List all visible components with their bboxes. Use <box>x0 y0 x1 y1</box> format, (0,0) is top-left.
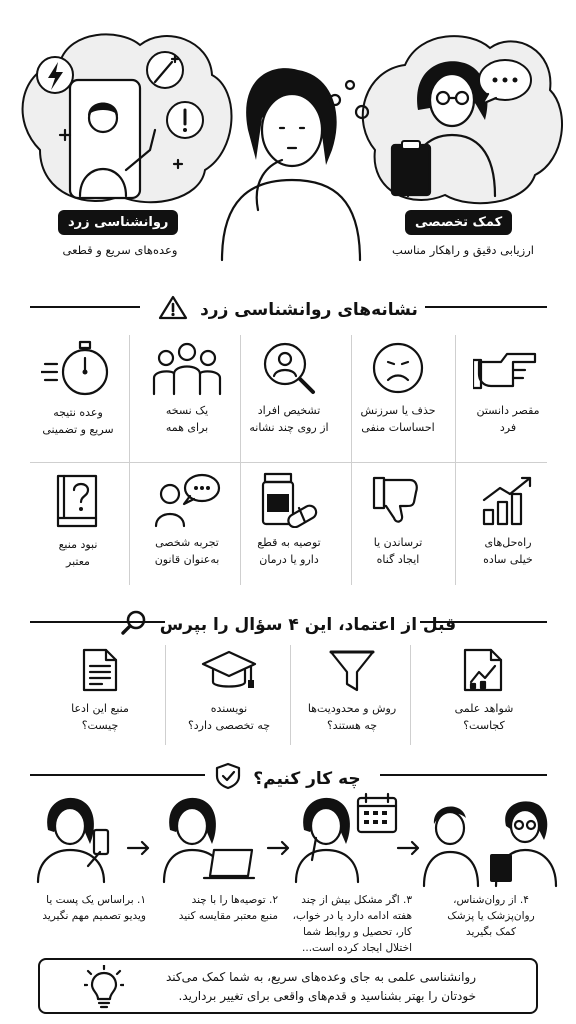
exclamation-icon <box>167 102 203 138</box>
pointing-hand-icon <box>473 340 543 396</box>
sign-label: تجربه شخصی به‌عنوان قانون <box>154 536 220 566</box>
sign-fear-guilt <box>342 472 454 568</box>
woman-with-phone <box>38 798 108 882</box>
sign-label: مقصر دانستن فرد <box>476 404 540 434</box>
sad-face-icon <box>368 340 428 396</box>
sign-label: ترساندن یا ایجاد گناه <box>373 536 423 566</box>
warning-icon <box>158 294 188 320</box>
sign-diagnosing-people <box>233 340 345 436</box>
arrow-icon <box>398 842 418 854</box>
sign-label: توصیه به قطع دارو یا درمان <box>257 536 321 566</box>
yellow-psychology-subtitle: وعده‌های سریع و قطعی <box>62 243 178 257</box>
signs-title: نشانه‌های روانشناسی زرد <box>200 300 418 320</box>
sign-label: راه‌حل‌های خیلی ساده <box>483 536 533 566</box>
action-step-4: ۴. از روان‌شناس، روان‌پزشک یا پزشک کمک بگیرید <box>447 894 535 938</box>
bottom-summary-text: روانشناسی علمی به جای وعده‌های سریع، به شما کمک می‌کند خودتان را بهتر بشناسید و قدم‌های واقعی برای تغییر بردارید. <box>165 970 476 1003</box>
question-methods <box>294 646 410 734</box>
questions-col-divider <box>290 645 291 745</box>
phone-frame <box>70 80 140 198</box>
bar-chart-icon <box>478 472 538 528</box>
stopwatch-icon <box>41 340 115 398</box>
funnel-icon <box>327 646 377 694</box>
question-label: نویسنده چه تخصصی دارد؟ <box>187 702 271 732</box>
actions-title: چه کار کنیم؟ <box>253 769 361 789</box>
signs-row-divider <box>30 462 547 463</box>
phone-icon <box>94 830 108 854</box>
document-icon <box>78 646 122 694</box>
thinking-woman <box>222 68 368 260</box>
magnifier-person-icon <box>259 340 319 396</box>
thumbs-down-icon <box>370 472 426 528</box>
patient-and-doctor <box>424 801 556 886</box>
question-author <box>170 646 288 734</box>
sign-label: نبود منبع معتبر <box>58 538 98 568</box>
sign-stop-medication <box>233 472 345 568</box>
sign-label: وعده نتیجه سریع و تضمینی <box>42 406 114 436</box>
questions-col-divider <box>165 645 166 745</box>
question-label: منبع این ادعا چیست؟ <box>71 702 129 732</box>
clipboard-icon <box>392 145 430 195</box>
sign-label: تشخیص افراد از روی چند نشانه <box>249 404 329 434</box>
lightning-icon <box>37 57 73 93</box>
tablet-icon <box>490 854 512 882</box>
action-step-3: ۳. اگر مشکل بیش از چند هفته ادامه دارد یا در خواب، کار، تحصیل و روابط شما اختلال ایجاد کرده است... <box>292 894 412 954</box>
arrow-icon <box>268 842 288 854</box>
sign-simple-solutions <box>452 472 564 568</box>
person-speaking-icon <box>152 472 222 528</box>
calendar-icon <box>358 794 396 832</box>
questions-title-wrap <box>0 609 576 635</box>
sign-one-size-fits-all <box>131 340 243 436</box>
yellow-psychology-tag: روانشناسی زرد <box>58 210 178 235</box>
lightbulb-icon <box>84 965 124 1009</box>
sign-label: حذف یا سرزنش احساسات منفی <box>360 404 436 434</box>
question-book-icon <box>50 472 106 530</box>
question-label: شواهد علمی کجاست؟ <box>454 702 514 732</box>
woman-with-laptop <box>164 798 254 882</box>
arrow-icon <box>128 842 148 854</box>
sign-fast-guaranteed <box>22 340 134 438</box>
pill-bottle-icon <box>257 472 321 528</box>
question-evidence <box>424 646 544 734</box>
sign-denying-emotions <box>342 340 454 436</box>
sign-label: یک نسخه برای همه <box>165 404 209 434</box>
group-icon <box>150 340 224 396</box>
professional-help-tag: کمک تخصصی <box>405 210 512 235</box>
laptop-icon <box>210 850 252 876</box>
question-label: روش و محدودیت‌ها چه هستند؟ <box>307 702 397 732</box>
sign-blaming-person <box>452 340 564 436</box>
magic-wand-icon <box>147 52 183 88</box>
search-icon <box>120 609 148 635</box>
questions-title: قبل از اعتماد، این ۴ سؤال را بپرس <box>159 615 457 635</box>
worried-woman <box>296 798 358 882</box>
action-step-2: ۲. توصیه‌ها را با چند منبع معتبر مقایسه کنید <box>178 894 278 922</box>
questions-col-divider <box>410 645 411 745</box>
actions-illustration <box>0 790 576 890</box>
action-step-1: ۱. براساس یک پست یا ویدیو تصمیم مهم نگیرید <box>42 894 146 922</box>
professional-help-subtitle: ارزیابی دقیق و راهکار مناسب <box>392 243 534 257</box>
shield-check-icon <box>215 762 241 790</box>
bottom-summary-box <box>38 958 538 1014</box>
evidence-chart-icon <box>459 646 509 694</box>
sign-personal-experience <box>131 472 243 568</box>
graduation-cap-icon <box>199 646 259 694</box>
question-source <box>40 646 160 734</box>
signs-title-wrap <box>0 294 576 320</box>
sign-no-source <box>22 472 134 570</box>
actions-title-wrap <box>0 762 576 790</box>
